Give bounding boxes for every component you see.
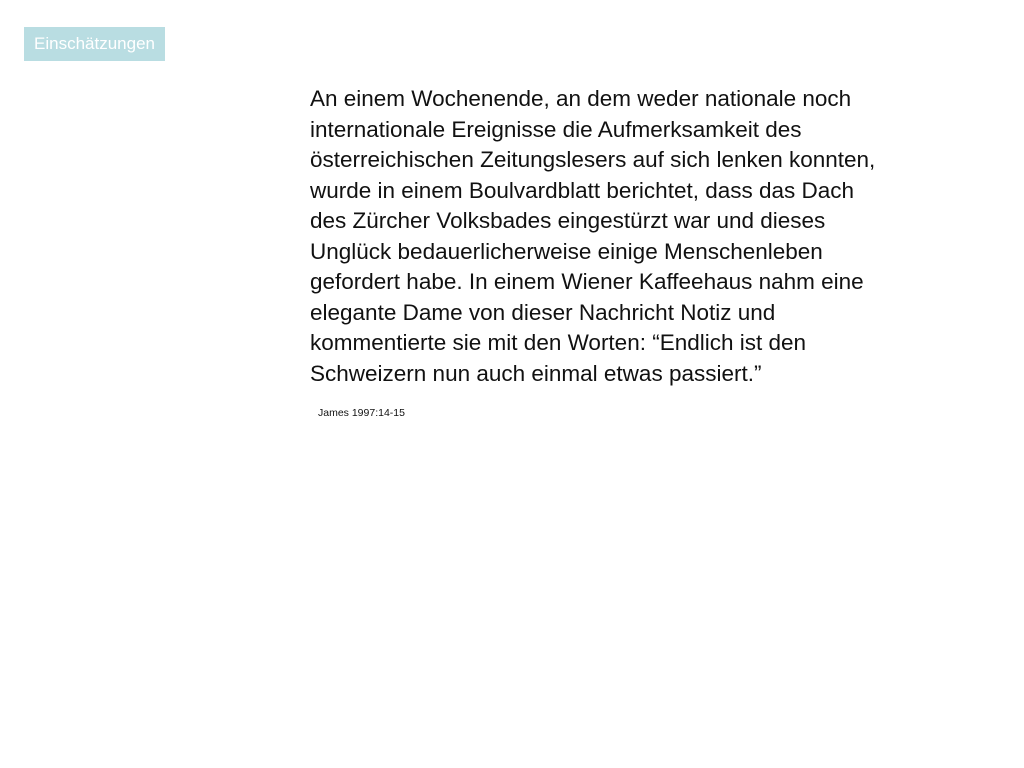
quote-line: elegante Dame von dieser Nachricht Notiz und <box>310 299 776 325</box>
quote-line: des Zürcher Volksbades eingestürzt war und dieses <box>310 208 826 233</box>
section-tag: Einschätzungen <box>24 27 165 61</box>
quote-line: Schweizern nun auch einmal etwas passiert.” <box>310 360 762 386</box>
quote-line: kommentierte sie mit den Worten: “Endlich ist den <box>310 330 807 355</box>
citation: James 1997:14-15 <box>318 407 405 419</box>
quote-line: Unglück bedauerlicherweise einige Menschenleben <box>310 238 823 264</box>
quote-line: gefordert habe. In einem Wiener Kaffeehaus nahm eine <box>310 269 864 294</box>
quote-line: wurde in einem Boulvardblatt berichtet, dass das Dach <box>310 177 855 203</box>
quote-paragraph <box>310 84 970 389</box>
quote-line: österreichischen Zeitungslesers auf sich lenken konnten, <box>310 147 876 172</box>
quote-line: internationale Ereignisse die Aufmerksamkeit des <box>310 116 802 142</box>
quote-line: An einem Wochenende, an dem weder nationale noch <box>310 86 852 111</box>
